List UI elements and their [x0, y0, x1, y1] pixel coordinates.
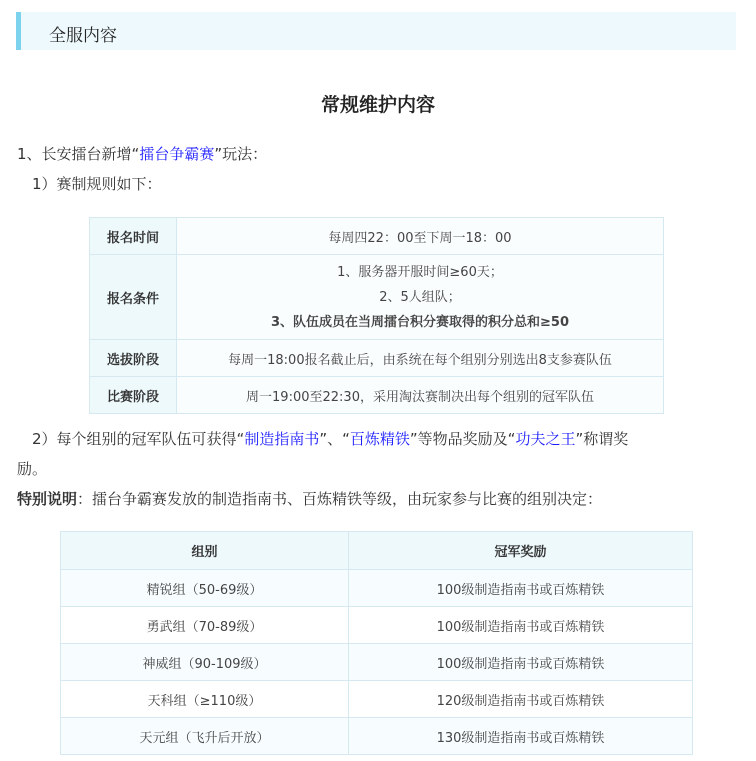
reward-group-cell: 精锐组（50-69级） [61, 570, 349, 607]
rules-table [89, 217, 664, 414]
rules-match-stage-value: 周一19:00至22:30，采用淘汰赛制决出每个组别的冠军队伍 [177, 377, 664, 414]
rules-signup-time-label: 报名时间 [90, 218, 177, 255]
reward-iron-highlight: 百炼精铁 [349, 430, 410, 448]
table-row [61, 681, 693, 718]
sub-item-2-line2: 励。 [17, 460, 48, 478]
sub-item-2-part1: 2）每个组别的冠军队伍可获得“ [32, 430, 245, 448]
reward-group-cell: 勇武组（70-89级） [61, 607, 349, 644]
reward-value-cell: 100级制造指南书或百炼精铁 [349, 607, 693, 644]
item-1-line [17, 143, 267, 164]
rules-selection-stage-label: 选拔阶段 [90, 340, 177, 377]
table-row [61, 644, 693, 681]
item-1-prefix: 1、长安擂台新增“ [17, 145, 140, 163]
table-header-row [61, 532, 693, 570]
table-row [90, 255, 664, 340]
reward-value-cell: 100级制造指南书或百炼精铁 [349, 570, 693, 607]
sub-item-2-part2: ”、“ [319, 430, 350, 448]
sub-item-2-part3: ”等物品奖励及“ [409, 430, 516, 448]
section-header-title: 全服内容 [49, 26, 117, 46]
sub-item-2-line1 [32, 428, 628, 449]
sub-item-1: 1）赛制规则如下： [32, 175, 162, 193]
sub-item-2-part4: ”称谓奖 [575, 430, 629, 448]
special-note-colon: ： [77, 490, 93, 508]
table-row [90, 377, 664, 414]
rules-match-stage-label: 比赛阶段 [90, 377, 177, 414]
rules-selection-stage-value: 每周一18:00报名截止后，由系统在每个组别分别选出8支参赛队伍 [177, 340, 664, 377]
reward-header-group: 组别 [61, 532, 349, 570]
condition-line-1: 1、服务器开服时间≥60天； [337, 264, 503, 280]
condition-line-2: 2、5人组队； [379, 289, 461, 305]
reward-manual-highlight: 制造指南书 [244, 430, 320, 448]
special-note-label: 特别说明 [17, 490, 78, 508]
reward-table [60, 531, 693, 755]
special-note-emph: 擂台争霸赛 [92, 490, 168, 508]
table-row [61, 570, 693, 607]
rules-signup-time-value: 每周四22：00至下周一18：00 [177, 218, 664, 255]
reward-header-reward: 冠军奖励 [349, 532, 693, 570]
reward-group-cell: 天科组（≥110级） [61, 681, 349, 718]
table-row [90, 218, 664, 255]
table-row [90, 340, 664, 377]
rules-signup-conditions-label: 报名条件 [90, 255, 177, 340]
table-row [61, 718, 693, 755]
reward-title-highlight: 功夫之王 [515, 430, 576, 448]
reward-value-cell: 100级制造指南书或百炼精铁 [349, 644, 693, 681]
special-note-text: 发放的制造指南书、百炼精铁等级，由玩家参与比赛的组别决定： [167, 490, 603, 508]
item-1-highlight: 擂台争霸赛 [139, 145, 215, 163]
reward-value-cell: 130级制造指南书或百炼精铁 [349, 718, 693, 755]
reward-group-cell: 神威组（90-109级） [61, 644, 349, 681]
condition-line-3: 3、队伍成员在当周擂台积分赛取得的积分总和≥50 [270, 314, 570, 330]
special-note [17, 488, 602, 509]
section-header [16, 12, 736, 50]
item-1-suffix: ”玩法： [214, 145, 268, 163]
reward-value-cell: 120级制造指南书或百炼精铁 [349, 681, 693, 718]
page-title: 常规维护内容 [320, 94, 435, 116]
rules-signup-conditions-value [177, 255, 664, 340]
table-row [61, 607, 693, 644]
reward-group-cell: 天元组（飞升后开放） [61, 718, 349, 755]
